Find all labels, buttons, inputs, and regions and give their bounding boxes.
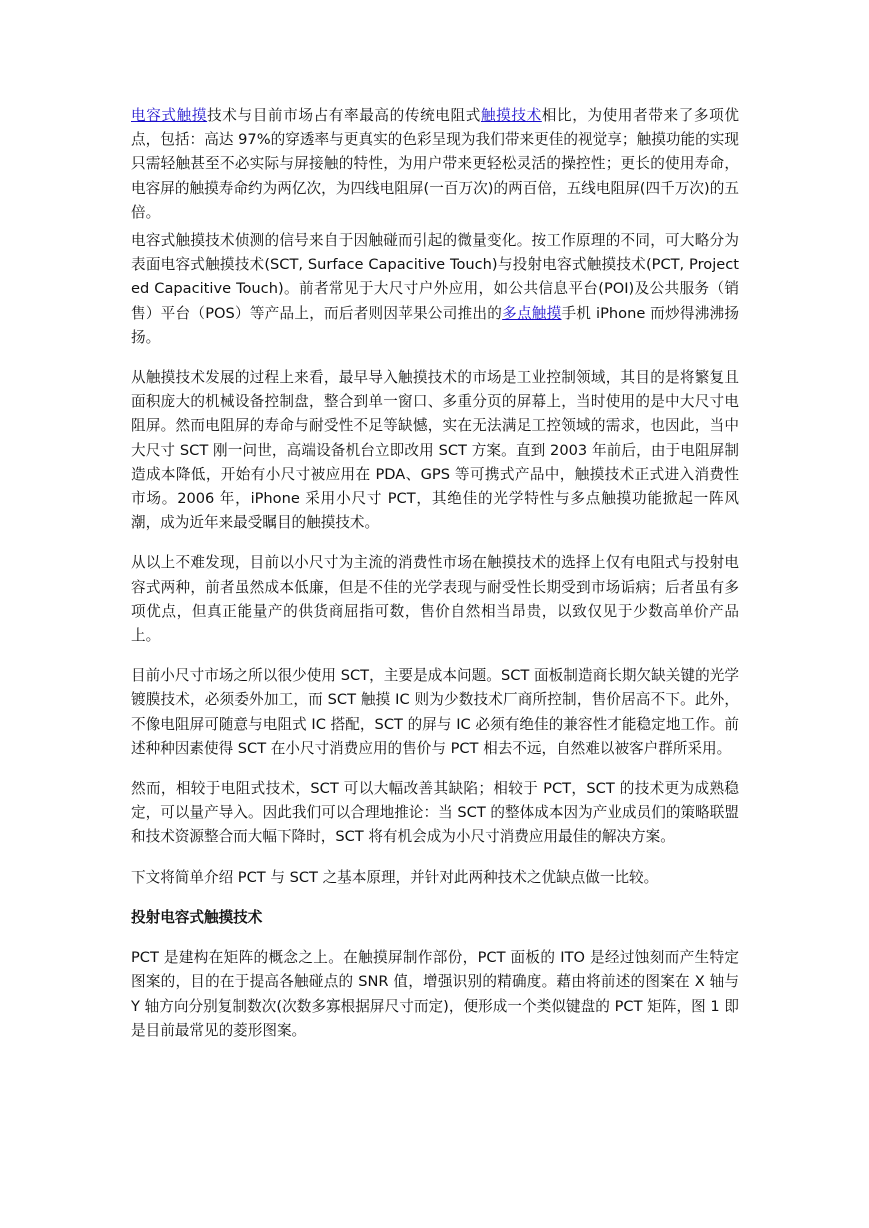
paragraph-pct: PCT 是建构在矩阵的概念之上。在触摸屏制作部份，PCT 面板的 ITO 是经过蚀刻而产生特定图案的，目的在于提高各触碰点的 SNR 值，增强识别的精确度。藉由将前述的图案在 X 轴与 Y 轴方向分别复制数次(次数多寡根据屏尺寸而定)，便形成一个类似键盘的 PCT 矩阵，图 1 即是目前最常见的菱形图案。 xyxy=(131,949,739,1039)
paragraph-text: 手机 iPhone 而炒得沸沸扬扬。 xyxy=(131,304,739,346)
paragraph-intro xyxy=(131,104,739,225)
paragraph-text: 电容式触摸技术侦测的信号来自于因触碰而引起的微量变化。按工作原理的不同，可大略分为表面电容式触摸技术(SCT, Surface Capacitive Touch)与投射电容式触摸技术(PCT, Projected Capacitive Touch)。前者常见于大尺寸户外应用，如公共信息平台(POI)及公共服务（销售）平台（POS）等产品上，而后者则因苹果公司推出的 xyxy=(131,232,739,322)
paragraph-sct-cost: 目前小尺寸市场之所以很少使用 SCT，主要是成本问题。SCT 面板制造商长期欠缺关键的光学镀膜技术，必须委外加工，而 SCT 触摸 IC 则为少数技术厂商所控制，售价居高不下。此外，不像电阻屏可随意与电阻式 IC 搭配，SCT 的屏与 IC 必须有绝佳的兼容性才能稳定地工作。前述种种因素使得 SCT 在小尺寸消费应用的售价与 PCT 相去不远，自然难以被客户群所采用。 xyxy=(131,667,739,757)
link-capacitive-touch[interactable]: 电容式触摸 xyxy=(131,107,208,124)
section-heading: 投射电容式触摸技术 xyxy=(131,908,263,926)
paragraph-history: 从触摸技术发展的过程上来看，最早导入触摸技术的市场是工业控制领域，其目的是将繁复且面积庞大的机械设备控制盘，整合到单一窗口、多重分页的屏幕上，当时使用的是中大尺寸电阻屏。然而电阻屏的寿命与耐受性不足等缺憾，实在无法满足工控领域的需求，也因此，当中大尺寸 SCT 刚一问世，高端设备机台立即改用 SCT 方案。直到 2003 年前后，由于电阻屏制造成本降低，开始有小尺寸被应用在 PDA、GPS 等可携式产品中，触摸技术正式进入消费性市场。2006 年，iPhone 采用小尺寸 PCT，其绝佳的光学特性与多点触摸功能掀起一阵风潮，成为近年来最受瞩目的触摸技术。 xyxy=(131,369,739,532)
link-multi-touch[interactable]: 多点触摸 xyxy=(502,304,562,322)
paragraph-sct-advantage: 然而，相较于电阻式技术，SCT 可以大幅改善其缺陷；相较于 PCT，SCT 的技术更为成熟稳定，可以量产导入。因此我们可以合理地推论：当 SCT 的整体成本因为产业成员们的策略联盟和技术资源整合而大幅下降时，SCT 将有机会成为小尺寸消费应用最佳的解决方案。 xyxy=(131,780,739,846)
paragraph-market: 从以上不难发现，目前以小尺寸为主流的消费性市场在触摸技术的选择上仅有电阻式与投射电容式两种，前者虽然成本低廉，但是不佳的光学表现与耐受性长期受到市场诟病；后者虽有多项优点，但真正能量产的供货商屈指可数，售价自然相当昂贵，以致仅见于少数高单价产品上。 xyxy=(131,554,739,645)
paragraph-text: 相比，为使用者带来了多项优点，包括：高达 97%的穿透率与更真实的色彩呈现为我们带来更佳的视觉享；触摸功能的实现只需轻触甚至不必实际与屏接触的特性，为用户带来更轻松灵活的操控性；更长的使用寿命，电容屏的触摸寿命约为两亿次，为四线电阻屏(一百万次)的两百倍，五线电阻屏(四千万次)的五倍。 xyxy=(131,107,739,221)
paragraph-classification xyxy=(131,229,739,350)
document-body xyxy=(131,104,739,1043)
paragraph-text: 技术与目前市场占有率最高的传统电阻式 xyxy=(207,107,481,124)
paragraph-intro-next: 下文将简单介绍 PCT 与 SCT 之基本原理，并针对此两种技术之优缺点做一比较。 xyxy=(131,868,659,886)
link-touch-technology[interactable]: 触摸技术 xyxy=(480,107,542,124)
